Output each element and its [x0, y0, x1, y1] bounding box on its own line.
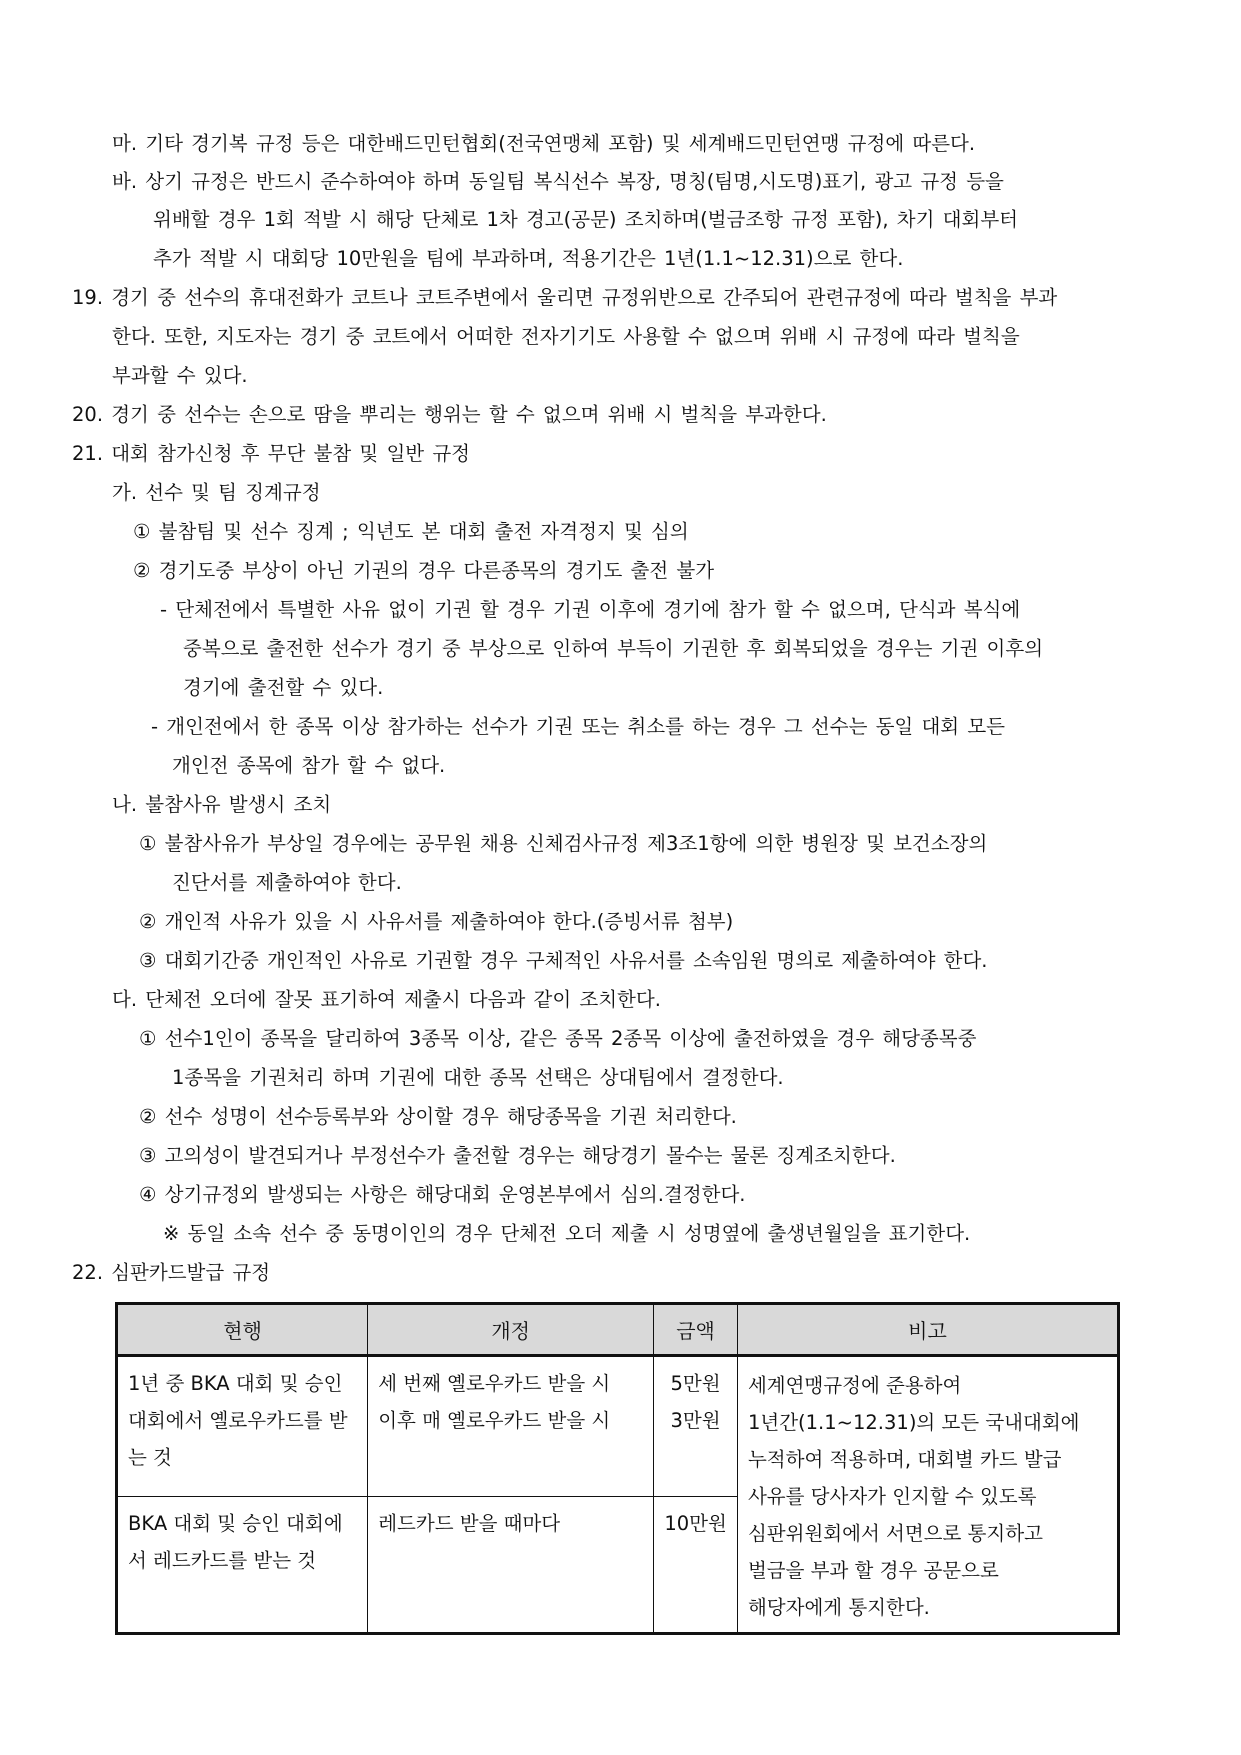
rule-21-ga-2: ② 경기도중 부상이 아닌 기권의 경우 다른종목의 경기도 출전 불가 — [133, 559, 715, 582]
rule-21-da-1-line1: ① 선수1인이 종목을 달리하여 3종목 이상, 같은 종목 2종목 이상에 출전하였을 경우 해당종목중 — [139, 1027, 977, 1050]
cell-amount: 10만원 — [654, 1497, 738, 1634]
rule-21-da-1-line2: 1종목을 기권처리 하며 기권에 대한 종목 선택은 상대팀에서 결정한다. — [172, 1066, 784, 1089]
rule-21-na-heading: 나. 불참사유 발생시 조치 — [112, 793, 332, 816]
header-revised: 개정 — [368, 1304, 654, 1356]
rule-21-na-3: ③ 대회기간중 개인적인 사유로 기권할 경우 구체적인 사유서를 소속임원 명의로 제출하여야 한다. — [139, 949, 988, 972]
rule-21-ga-2-dash2-line2: 개인전 종목에 참가 할 수 없다. — [172, 754, 446, 777]
rule-ma: 마. 기타 경기복 규정 등은 대한배드민턴협회(전국연맹체 포함) 및 세계배드민턴연맹 규정에 따른다. — [112, 132, 976, 155]
rule-ba-line1: 바. 상기 규정은 반드시 준수하여야 하며 동일팀 복식선수 복장, 명칭(팀명,시도명)표기, 광고 규정 등을 — [112, 170, 1004, 193]
rule-21-da-4: ④ 상기규정외 발생되는 사항은 해당대회 운영본부에서 심의.결정한다. — [139, 1183, 746, 1206]
rule-21-ga-heading: 가. 선수 및 팀 징계규정 — [112, 481, 321, 504]
cell-revised: 레드카드 받을 때마다 — [368, 1497, 654, 1634]
header-amount: 금액 — [654, 1304, 738, 1356]
rule-21-ga-2-dash1-line2: 중복으로 출전한 선수가 경기 중 부상으로 인하여 부득이 기권한 후 회복되었을 경우는 기권 이후의 — [183, 637, 1044, 660]
table-header-row — [117, 1304, 1119, 1356]
cell-revised: 세 번째 옐로우카드 받을 시 이후 매 옐로우카드 받을 시 — [368, 1356, 654, 1497]
rule-ba-line2: 위배할 경우 1회 적발 시 해당 단체로 1차 경고(공문) 조치하며(벌금조항 규정 포함), 차기 대회부터 — [153, 208, 1018, 231]
rule-19-line1: 19. 경기 중 선수의 휴대전화가 코트나 코트주변에서 울리면 규정위반으로 간주되어 관련규정에 따라 벌칙을 부과 — [72, 286, 1058, 309]
rule-19-line2: 한다. 또한, 지도자는 경기 중 코트에서 어떠한 전자기기도 사용할 수 없으며 위배 시 규정에 따라 벌칙을 — [112, 325, 1020, 348]
referee-card-table — [115, 1302, 1120, 1635]
rule-19-line3: 부과할 수 있다. — [112, 364, 248, 387]
rule-21-ga-1: ① 불참팀 및 선수 징계 ; 익년도 본 대회 출전 자격정지 및 심의 — [133, 520, 689, 543]
rule-21-da-heading: 다. 단체전 오더에 잘못 표기하여 제출시 다음과 같이 조치한다. — [112, 988, 661, 1011]
table-row — [117, 1356, 1119, 1497]
header-note: 비고 — [737, 1304, 1118, 1356]
rule-21-ga-2-dash2-line1: - 개인전에서 한 종목 이상 참가하는 선수가 기권 또는 취소를 하는 경우 그 선수는 동일 대회 모든 — [151, 715, 1006, 738]
cell-current: 1년 중 BKA 대회 및 승인 대회에서 옐로우카드를 받 는 것 — [117, 1356, 368, 1497]
header-current: 현행 — [117, 1304, 368, 1356]
rule-22-heading: 22. 심판카드발급 규정 — [72, 1261, 271, 1284]
cell-amount: 5만원 3만원 — [654, 1356, 738, 1497]
rule-20: 20. 경기 중 선수는 손으로 땀을 뿌리는 행위는 할 수 없으며 위배 시 벌칙을 부과한다. — [72, 403, 827, 426]
rule-ba-line3: 추가 적발 시 대회당 10만원을 팀에 부과하며, 적용기간은 1년(1.1~12.31)으로 한다. — [153, 247, 904, 270]
cell-note: 세계연맹규정에 준용하여 1년간(1.1~12.31)의 모든 국내대회에 누적하여 적용하며, 대회별 카드 발급 사유를 당사자가 인지할 수 있도록 심판위원회에서 서면으로 통지하고 벌금을 부과 할 경우 공문으로 해당자에게 통지한다. — [737, 1356, 1118, 1634]
rule-21-na-1-line1: ① 불참사유가 부상일 경우에는 공무원 채용 신체검사규정 제3조1항에 의한 병원장 및 보건소장의 — [139, 832, 988, 855]
rule-21-heading: 21. 대회 참가신청 후 무단 불참 및 일반 규정 — [72, 442, 470, 465]
rule-21-note: ※ 동일 소속 선수 중 동명이인의 경우 단체전 오더 제출 시 성명옆에 출생년월일을 표기한다. — [163, 1222, 971, 1245]
rule-21-na-1-line2: 진단서를 제출하여야 한다. — [172, 871, 402, 894]
rule-21-ga-2-dash1-line3: 경기에 출전할 수 있다. — [183, 676, 384, 699]
rule-21-da-3: ③ 고의성이 발견되거나 부정선수가 출전할 경우는 해당경기 몰수는 물론 징계조치한다. — [139, 1144, 896, 1167]
rule-21-na-2: ② 개인적 사유가 있을 시 사유서를 제출하여야 한다.(증빙서류 첨부) — [139, 910, 734, 933]
rule-21-ga-2-dash1-line1: - 단체전에서 특별한 사유 없이 기권 할 경우 기권 이후에 경기에 참가 할 수 없으며, 단식과 복식에 — [160, 598, 1021, 621]
cell-current: BKA 대회 및 승인 대회에 서 레드카드를 받는 것 — [117, 1497, 368, 1634]
rule-21-da-2: ② 선수 성명이 선수등록부와 상이할 경우 해당종목을 기권 처리한다. — [139, 1105, 737, 1128]
